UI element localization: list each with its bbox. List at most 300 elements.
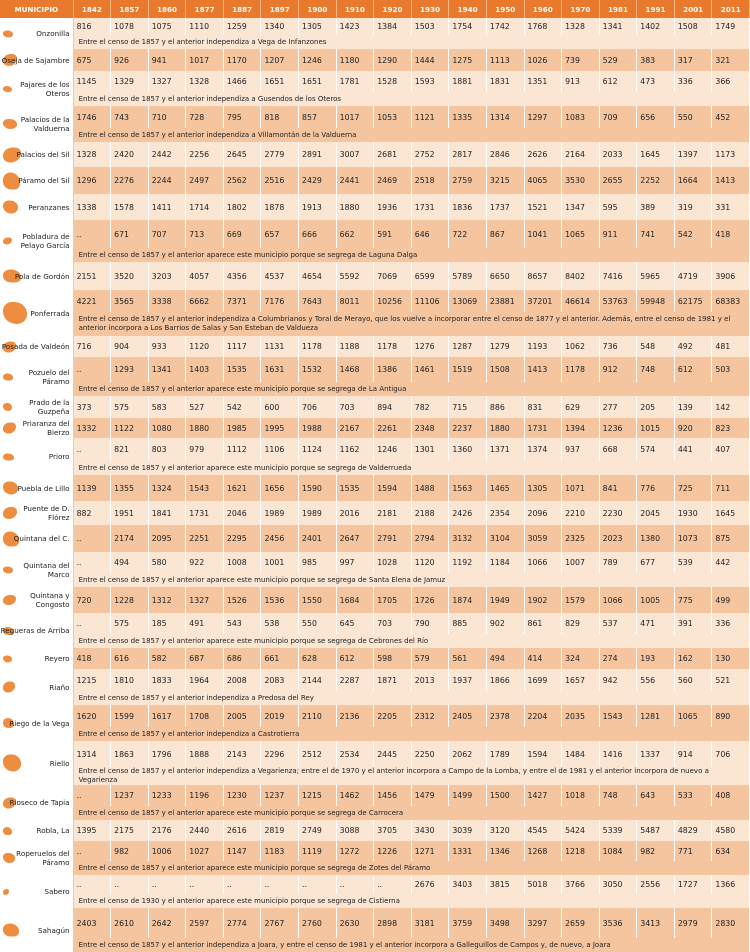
municipality-name: Onzonilla bbox=[36, 29, 70, 38]
population-cell: 5965 bbox=[637, 262, 675, 290]
population-cell: 1684 bbox=[336, 587, 374, 613]
population-cell: 1714 bbox=[186, 194, 224, 220]
population-cell: 1337 bbox=[637, 741, 675, 767]
population-cell: 1041 bbox=[524, 220, 562, 248]
population-cell: 391 bbox=[674, 613, 712, 634]
population-cell: 2830 bbox=[712, 908, 750, 938]
population-cell: 2779 bbox=[261, 142, 299, 167]
population-cell: 1121 bbox=[411, 106, 449, 128]
table-row bbox=[0, 262, 750, 290]
table-row bbox=[0, 142, 750, 167]
population-cell: 1705 bbox=[374, 587, 412, 613]
population-cell: 13069 bbox=[449, 290, 487, 312]
population-cell: 1444 bbox=[411, 49, 449, 71]
population-cell: 3759 bbox=[449, 908, 487, 938]
population-cell: 595 bbox=[599, 194, 637, 220]
population-cell: 3338 bbox=[148, 290, 186, 312]
population-cell: 2230 bbox=[599, 501, 637, 525]
population-cell: 803 bbox=[148, 438, 186, 461]
municipality-name: Riego de la Vega bbox=[9, 718, 70, 728]
note-text: Entre el censo de 1857 y el anterior independiza a Castrotierra bbox=[73, 727, 749, 741]
municipality-cell bbox=[0, 262, 73, 290]
population-cell: 503 bbox=[712, 357, 750, 382]
population-cell: 2497 bbox=[186, 167, 224, 194]
population-cell: 1028 bbox=[374, 552, 412, 573]
population-cell: 1324 bbox=[148, 475, 186, 501]
population-cell: 1657 bbox=[562, 669, 600, 691]
population-cell: 1397 bbox=[674, 142, 712, 167]
population-cell: 795 bbox=[223, 106, 261, 128]
population-cell: 2516 bbox=[261, 167, 299, 194]
table-row bbox=[0, 669, 750, 691]
municipality-cell bbox=[0, 18, 73, 49]
table-row bbox=[0, 336, 750, 357]
population-cell: 542 bbox=[223, 396, 261, 418]
population-cell: 1312 bbox=[148, 587, 186, 613]
population-cell: 494 bbox=[486, 648, 524, 669]
population-cell: 2442 bbox=[148, 142, 186, 167]
population-cell: 710 bbox=[148, 106, 186, 128]
year-header: 1897 bbox=[261, 0, 299, 18]
population-cell: 885 bbox=[449, 613, 487, 634]
population-cell: 1699 bbox=[524, 669, 562, 691]
population-cell: 1147 bbox=[223, 841, 261, 861]
note-text: Entre el censo de 1857 y el anterior independiza a Columbrianos y Toral de Merayo, que los vuelve a incorporar entre el censo de 1877 y el anterior. Además, entre el censo de 1981 y el anterior incorpora a Los Barrios de Salas y San Esteban de Valdueza bbox=[73, 312, 749, 336]
population-cell: 1951 bbox=[111, 501, 149, 525]
population-cell: .. bbox=[73, 841, 111, 861]
population-cell: 2143 bbox=[223, 741, 261, 767]
population-cell: 7371 bbox=[223, 290, 261, 312]
population-cell: 741 bbox=[637, 220, 675, 248]
population-cell: 2645 bbox=[223, 142, 261, 167]
population-cell: 53763 bbox=[599, 290, 637, 312]
population-cell: 2167 bbox=[336, 418, 374, 438]
municipality-cell bbox=[0, 820, 73, 841]
population-cell: 886 bbox=[486, 396, 524, 418]
population-cell: 2205 bbox=[374, 705, 412, 727]
municipality-cell bbox=[0, 875, 73, 908]
population-cell: 527 bbox=[186, 396, 224, 418]
note-row bbox=[0, 312, 750, 336]
population-cell: 1017 bbox=[336, 106, 374, 128]
table-row bbox=[0, 475, 750, 501]
population-cell: 2655 bbox=[599, 167, 637, 194]
population-cell: 1015 bbox=[637, 418, 675, 438]
note-text: Entre el censo de 1857 y el anterior aparece este municipio porque se segrega de Carrocera bbox=[73, 806, 749, 820]
population-cell: 1005 bbox=[637, 587, 675, 613]
municipality-name: Rioseco de Tapia bbox=[9, 798, 70, 807]
population-cell: 2096 bbox=[524, 501, 562, 525]
population-cell: 1117 bbox=[223, 336, 261, 357]
population-cell: 2979 bbox=[674, 908, 712, 938]
municipality-name: Pola de Gordón bbox=[14, 271, 70, 281]
population-cell: 583 bbox=[148, 396, 186, 418]
population-cell: 2426 bbox=[449, 501, 487, 525]
population-cell: 8402 bbox=[562, 262, 600, 290]
population-cell: 7643 bbox=[299, 290, 337, 312]
population-cell: 539 bbox=[674, 552, 712, 573]
population-cell: 1617 bbox=[148, 705, 186, 727]
municipality-cell bbox=[0, 525, 73, 552]
population-cell: 4580 bbox=[712, 820, 750, 841]
population-cell: 543 bbox=[223, 613, 261, 634]
population-cell: 2348 bbox=[411, 418, 449, 438]
population-cell: 1578 bbox=[111, 194, 149, 220]
population-cell: 789 bbox=[599, 552, 637, 573]
population-cell: 2151 bbox=[73, 262, 111, 290]
population-cell: 548 bbox=[637, 336, 675, 357]
population-cell: 1246 bbox=[374, 438, 412, 461]
population-cell: 912 bbox=[599, 357, 637, 382]
population-cell: 1456 bbox=[374, 785, 412, 806]
population-cell: 1631 bbox=[261, 357, 299, 382]
population-cell: 2429 bbox=[299, 167, 337, 194]
population-cell: 1836 bbox=[449, 194, 487, 220]
population-cell: 3059 bbox=[524, 525, 562, 552]
population-cell: 492 bbox=[674, 336, 712, 357]
population-cell: 1550 bbox=[299, 587, 337, 613]
population-cell: 1162 bbox=[336, 438, 374, 461]
population-cell: 8011 bbox=[336, 290, 374, 312]
population-cell: 1563 bbox=[449, 475, 487, 501]
population-cell: 5424 bbox=[562, 820, 600, 841]
population-cell: 1881 bbox=[449, 71, 487, 92]
population-cell: 720 bbox=[73, 587, 111, 613]
population-cell: 1331 bbox=[449, 841, 487, 861]
population-cell: 2752 bbox=[411, 142, 449, 167]
population-cell: 818 bbox=[261, 106, 299, 128]
population-cell: 861 bbox=[524, 613, 562, 634]
population-cell: 911 bbox=[599, 220, 637, 248]
population-cell: 2019 bbox=[261, 705, 299, 727]
population-cell: 2898 bbox=[374, 908, 412, 938]
population-cell: 669 bbox=[223, 220, 261, 248]
population-cell: 1062 bbox=[562, 336, 600, 357]
population-cell: 1259 bbox=[223, 18, 261, 35]
population-cell: 3413 bbox=[637, 908, 675, 938]
population-cell: 2174 bbox=[111, 525, 149, 552]
municipality-name: Palacios de la Valduerna bbox=[20, 115, 70, 133]
population-cell: 1366 bbox=[712, 875, 750, 894]
population-cell: 1170 bbox=[223, 49, 261, 71]
table-row bbox=[0, 418, 750, 438]
population-cell: 579 bbox=[411, 648, 449, 669]
population-cell: 646 bbox=[411, 220, 449, 248]
municipality-cell bbox=[0, 71, 73, 106]
population-cell: 1395 bbox=[73, 820, 111, 841]
population-cell: 985 bbox=[299, 552, 337, 573]
note-text: Entre el censo de 1857 y el anterior independiza a Villamontán de la Valduerna bbox=[73, 128, 749, 142]
municipality-cell bbox=[0, 290, 73, 336]
population-cell: 706 bbox=[299, 396, 337, 418]
population-cell: 1192 bbox=[449, 552, 487, 573]
population-cell: 68383 bbox=[712, 290, 750, 312]
population-cell: 2251 bbox=[186, 525, 224, 552]
population-cell: 1314 bbox=[486, 106, 524, 128]
population-cell: 1297 bbox=[524, 106, 562, 128]
note-row bbox=[0, 35, 750, 49]
note-row bbox=[0, 248, 750, 262]
table-row bbox=[0, 71, 750, 92]
population-cell: 1727 bbox=[674, 875, 712, 894]
population-cell: 4356 bbox=[223, 262, 261, 290]
population-cell: 1989 bbox=[261, 501, 299, 525]
population-cell: 671 bbox=[111, 220, 149, 248]
municipality-name: Páramo del Sil bbox=[18, 176, 70, 185]
population-cell: 677 bbox=[637, 552, 675, 573]
population-cell: 4654 bbox=[299, 262, 337, 290]
population-cell: 3565 bbox=[111, 290, 149, 312]
population-cell: 942 bbox=[599, 669, 637, 691]
population-cell: 662 bbox=[336, 220, 374, 248]
population-cell: 1018 bbox=[562, 785, 600, 806]
population-cell: .. bbox=[374, 875, 412, 894]
table-row bbox=[0, 18, 750, 35]
population-cell: 2445 bbox=[374, 741, 412, 767]
population-cell: 1119 bbox=[299, 841, 337, 861]
population-cell: 3181 bbox=[411, 908, 449, 938]
population-cell: 1427 bbox=[524, 785, 562, 806]
population-cell: 1380 bbox=[637, 525, 675, 552]
population-cell: 591 bbox=[374, 220, 412, 248]
population-cell: 1301 bbox=[411, 438, 449, 461]
year-header: 1877 bbox=[186, 0, 224, 18]
population-cell: 1645 bbox=[637, 142, 675, 167]
population-cell: 2008 bbox=[223, 669, 261, 691]
population-cell: 2296 bbox=[261, 741, 299, 767]
population-cell: 319 bbox=[674, 194, 712, 220]
population-cell: 494 bbox=[111, 552, 149, 573]
population-cell: 1402 bbox=[637, 18, 675, 35]
population-cell: 7069 bbox=[374, 262, 412, 290]
population-cell: 1781 bbox=[336, 71, 374, 92]
population-cell: 1236 bbox=[599, 418, 637, 438]
population-cell: 556 bbox=[637, 669, 675, 691]
population-cell: 709 bbox=[599, 106, 637, 128]
population-cell: 1466 bbox=[223, 71, 261, 92]
population-cell: 2045 bbox=[637, 501, 675, 525]
population-cell: 2401 bbox=[299, 525, 337, 552]
note-text: Entre el censo de 1857 y el anterior aparece este municipio porque se segrega de Santa Elena de Jamuz bbox=[73, 573, 749, 587]
population-cell: 1866 bbox=[486, 669, 524, 691]
population-cell: 1246 bbox=[299, 49, 337, 71]
table-row bbox=[0, 908, 750, 938]
population-cell: 2378 bbox=[486, 705, 524, 727]
population-cell: 4221 bbox=[73, 290, 111, 312]
population-cell: 739 bbox=[562, 49, 600, 71]
population-cell: 2760 bbox=[299, 908, 337, 938]
population-cell: 1180 bbox=[336, 49, 374, 71]
population-cell: 1416 bbox=[599, 741, 637, 767]
population-cell: 1413 bbox=[524, 357, 562, 382]
population-cell: 1754 bbox=[449, 18, 487, 35]
population-cell: 4719 bbox=[674, 262, 712, 290]
municipality-name: Ponferrada bbox=[30, 308, 70, 318]
population-cell: 736 bbox=[599, 336, 637, 357]
population-cell: 1120 bbox=[186, 336, 224, 357]
population-cell: 3203 bbox=[148, 262, 186, 290]
population-cell: 1526 bbox=[223, 587, 261, 613]
population-cell: 2681 bbox=[374, 142, 412, 167]
population-cell: 1810 bbox=[111, 669, 149, 691]
municipality-cell bbox=[0, 648, 73, 669]
population-cell: 1543 bbox=[186, 475, 224, 501]
note-row bbox=[0, 128, 750, 142]
population-cell: 2250 bbox=[411, 741, 449, 767]
population-cell: 1237 bbox=[111, 785, 149, 806]
population-cell: 1305 bbox=[299, 18, 337, 35]
population-cell: 1802 bbox=[223, 194, 261, 220]
population-cell: 1332 bbox=[73, 418, 111, 438]
note-row bbox=[0, 691, 750, 705]
note-row bbox=[0, 767, 750, 785]
population-cell: 686 bbox=[223, 648, 261, 669]
population-cell: 1411 bbox=[148, 194, 186, 220]
population-cell: 2095 bbox=[148, 525, 186, 552]
population-cell: 1500 bbox=[486, 785, 524, 806]
population-cell: 582 bbox=[148, 648, 186, 669]
population-cell: 902 bbox=[486, 613, 524, 634]
population-cell: 2819 bbox=[261, 820, 299, 841]
population-cell: 1374 bbox=[524, 438, 562, 461]
population-cell: 1001 bbox=[261, 552, 299, 573]
year-header: 1920 bbox=[374, 0, 412, 18]
note-text: Entre el censo de 1857 y el anterior independiza a Vegarienza; entre el de 1970 y el anterior incorpora a Campo de la Lomba, y entre el de 1981 y el anterior incorpora de nuevo a Vegarienza bbox=[73, 767, 749, 785]
population-cell: 1237 bbox=[261, 785, 299, 806]
population-cell: 560 bbox=[674, 669, 712, 691]
population-cell: 831 bbox=[524, 396, 562, 418]
municipality-cell bbox=[0, 357, 73, 396]
table-row bbox=[0, 587, 750, 613]
population-cell: 1936 bbox=[374, 194, 412, 220]
population-cell: 1384 bbox=[374, 18, 412, 35]
population-cell: 1620 bbox=[73, 705, 111, 727]
population-cell: 3520 bbox=[111, 262, 149, 290]
population-cell: 1403 bbox=[186, 357, 224, 382]
population-cell: 1272 bbox=[336, 841, 374, 861]
population-cell: 776 bbox=[637, 475, 675, 501]
population-cell: 1708 bbox=[186, 705, 224, 727]
table-row bbox=[0, 106, 750, 128]
table-row bbox=[0, 525, 750, 552]
population-cell: 1329 bbox=[111, 71, 149, 92]
population-cell: 408 bbox=[712, 785, 750, 806]
population-cell: 1215 bbox=[73, 669, 111, 691]
table-row bbox=[0, 49, 750, 71]
population-cell: 1215 bbox=[299, 785, 337, 806]
population-cell: 1985 bbox=[223, 418, 261, 438]
population-cell: 2033 bbox=[599, 142, 637, 167]
municipality-cell bbox=[0, 705, 73, 741]
population-cell: 575 bbox=[111, 396, 149, 418]
population-cell: 1327 bbox=[186, 587, 224, 613]
population-cell: 1131 bbox=[261, 336, 299, 357]
population-cell: 1083 bbox=[562, 106, 600, 128]
note-text: Entre el censo de 1857 y el anterior aparece este municipio porque se segrega de Laguna Dalga bbox=[73, 248, 749, 262]
municipality-name: Regueras de Arriba bbox=[0, 626, 70, 635]
population-cell: 612 bbox=[599, 71, 637, 92]
population-cell: 1543 bbox=[599, 705, 637, 727]
population-cell: 550 bbox=[674, 106, 712, 128]
population-cell: 2626 bbox=[524, 142, 562, 167]
population-cell: 407 bbox=[712, 438, 750, 461]
population-cell: 612 bbox=[674, 357, 712, 382]
year-header: 1950 bbox=[486, 0, 524, 18]
population-cell: 2518 bbox=[411, 167, 449, 194]
population-cell: 2023 bbox=[599, 525, 637, 552]
population-cell: 1593 bbox=[411, 71, 449, 92]
note-row bbox=[0, 806, 750, 820]
population-cell: 6650 bbox=[486, 262, 524, 290]
table-row bbox=[0, 167, 750, 194]
population-cell: 2110 bbox=[299, 705, 337, 727]
municipality-cell bbox=[0, 418, 73, 438]
population-cell: 1594 bbox=[374, 475, 412, 501]
population-cell: 894 bbox=[374, 396, 412, 418]
population-cell: 1113 bbox=[486, 49, 524, 71]
population-cell: 600 bbox=[261, 396, 299, 418]
population-cell: 1651 bbox=[299, 71, 337, 92]
population-cell: 1831 bbox=[486, 71, 524, 92]
municipio-header: MUNICIPIO bbox=[0, 0, 73, 18]
population-cell: 2062 bbox=[449, 741, 487, 767]
population-cell: 982 bbox=[111, 841, 149, 861]
population-cell: 857 bbox=[299, 106, 337, 128]
table-row bbox=[0, 741, 750, 767]
table-row bbox=[0, 552, 750, 573]
population-cell: 1930 bbox=[674, 501, 712, 525]
note-row bbox=[0, 938, 750, 952]
municipality-cell bbox=[0, 908, 73, 952]
header-row bbox=[0, 0, 750, 18]
population-cell: 533 bbox=[674, 785, 712, 806]
population-cell: 2176 bbox=[148, 820, 186, 841]
population-cell: 1964 bbox=[186, 669, 224, 691]
note-row bbox=[0, 573, 750, 587]
population-cell: 829 bbox=[562, 613, 600, 634]
population-cell: 538 bbox=[261, 613, 299, 634]
population-cell: 550 bbox=[299, 613, 337, 634]
municipality-cell bbox=[0, 49, 73, 71]
population-cell: 1462 bbox=[336, 785, 374, 806]
population-cell: 2767 bbox=[261, 908, 299, 938]
population-cell: 1078 bbox=[111, 18, 149, 35]
population-cell: 1196 bbox=[186, 785, 224, 806]
population-cell: 2005 bbox=[223, 705, 261, 727]
population-cell: 1423 bbox=[336, 18, 374, 35]
population-cell: 875 bbox=[712, 525, 750, 552]
population-cell: 1878 bbox=[261, 194, 299, 220]
population-cell: 920 bbox=[674, 418, 712, 438]
municipality-name: Quintana del C. bbox=[13, 534, 70, 543]
population-cell: 2016 bbox=[336, 501, 374, 525]
population-cell: 2512 bbox=[299, 741, 337, 767]
population-cell: 389 bbox=[637, 194, 675, 220]
population-cell: 1742 bbox=[486, 18, 524, 35]
population-cell: 2256 bbox=[186, 142, 224, 167]
table-row bbox=[0, 841, 750, 861]
population-cell: 616 bbox=[111, 648, 149, 669]
table-row bbox=[0, 820, 750, 841]
municipality-cell bbox=[0, 475, 73, 501]
population-cell: 743 bbox=[111, 106, 149, 128]
population-cell: 713 bbox=[186, 220, 224, 248]
population-cell: 2441 bbox=[336, 167, 374, 194]
population-cell: 3766 bbox=[562, 875, 600, 894]
population-cell: 3132 bbox=[449, 525, 487, 552]
population-cell: 1296 bbox=[73, 167, 111, 194]
population-cell: 2136 bbox=[336, 705, 374, 727]
